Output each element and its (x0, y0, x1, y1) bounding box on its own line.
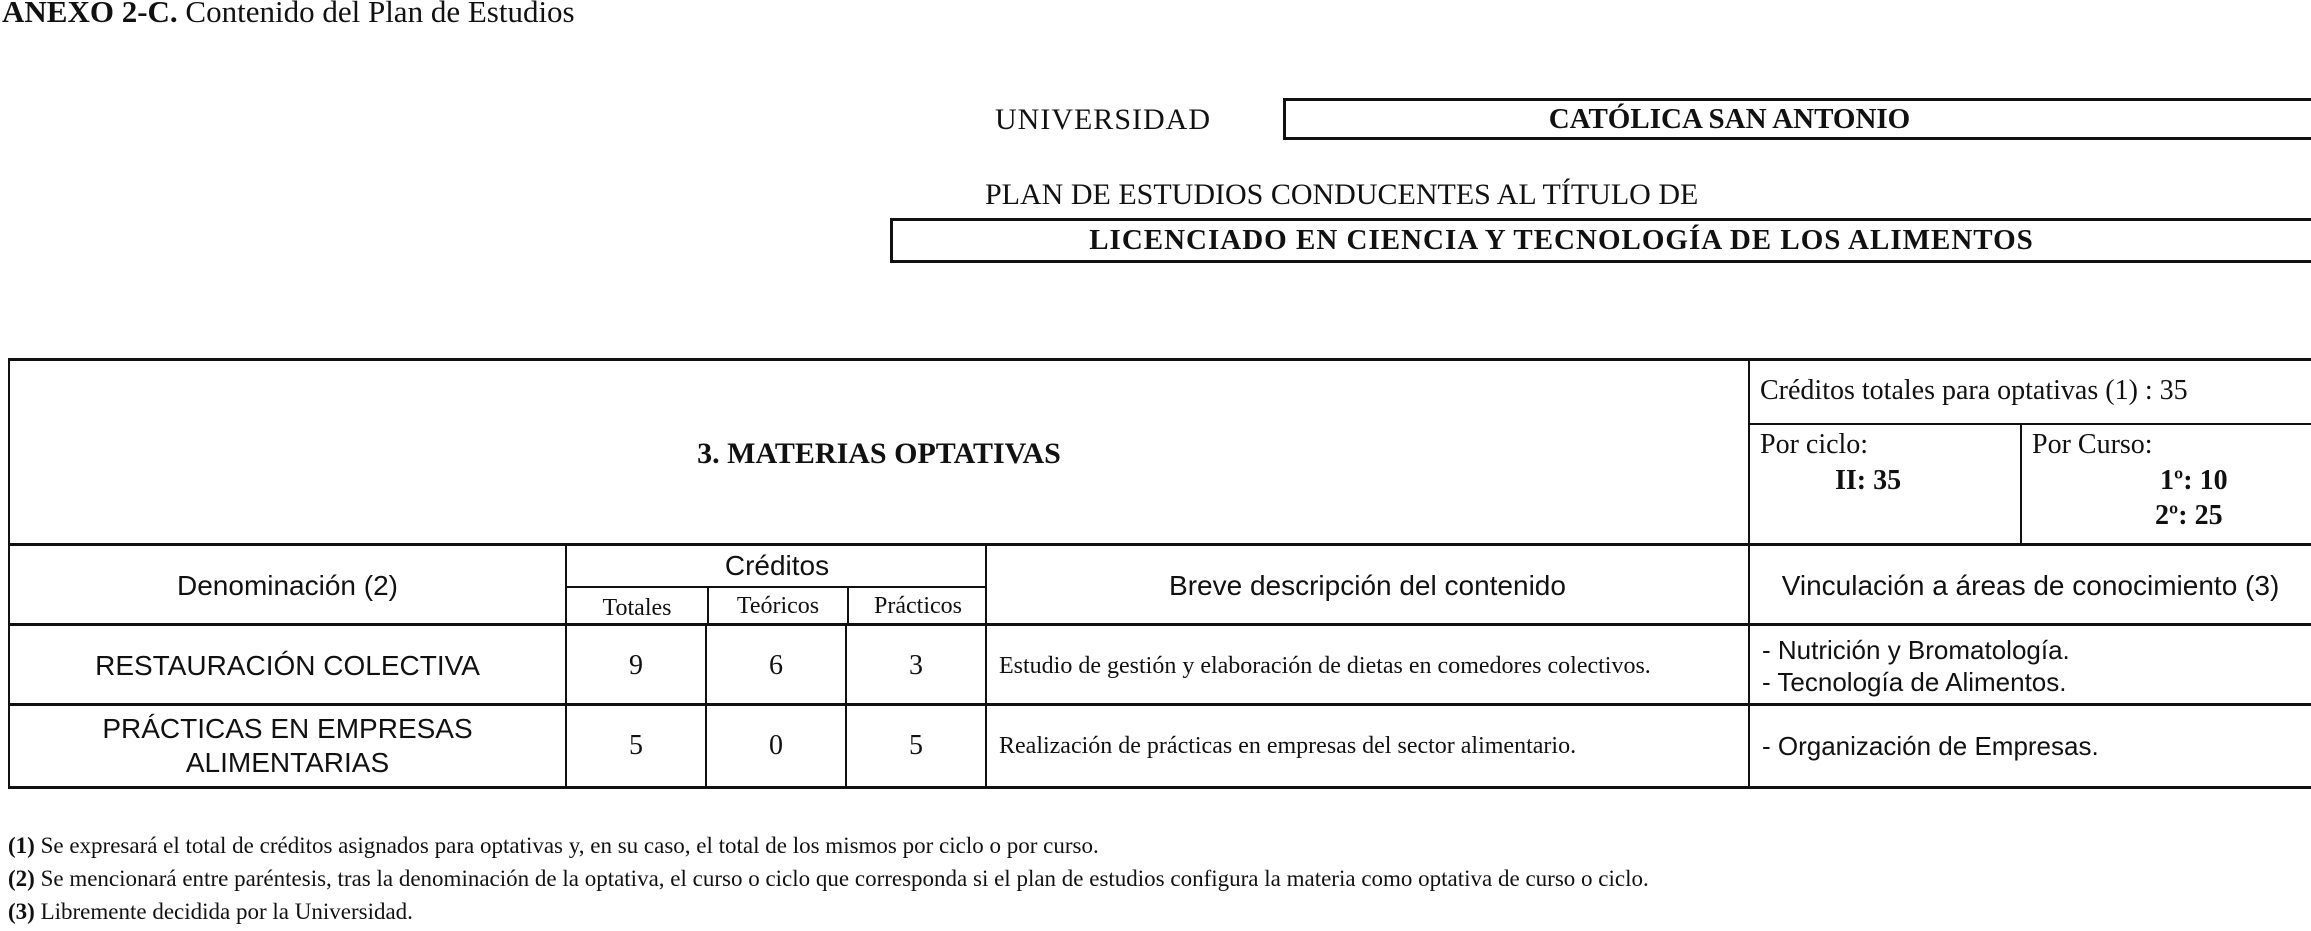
subject-name-line: PRÁCTICAS EN EMPRESAS (102, 713, 473, 744)
footnote-3 (8, 899, 413, 925)
col-totales: Totales (602, 594, 672, 621)
footnote-2 (8, 866, 1649, 892)
degree-title-box (890, 218, 2311, 263)
university-name: CATÓLICA SAN ANTONIO (1548, 102, 1911, 135)
annex-title: Contenido del Plan de Estudios (185, 0, 575, 29)
credits-totales: 9 (565, 626, 705, 706)
summary-vdivider (2020, 423, 2022, 546)
credits-practicos: 3 (845, 626, 985, 706)
description-text: Estudio de gestión y elaboración de dietas en comedores colectivos. (999, 653, 1651, 679)
footnote-text: Se expresará el total de créditos asignados para optativas y, en su caso, el total de los mismos por ciclo o por curso. (40, 833, 1099, 858)
area-item: - Organización de Empresas. (1762, 730, 2099, 761)
col-denominacion: Denominación (2) (8, 546, 565, 626)
por-curso-2: 2º: 25 (2155, 500, 2223, 531)
footnote-text: Se mencionará entre paréntesis, tras la denominación de la optativa, el curso o ciclo que corresponda si el plan de estudios configura la materia como optativa de curso o ciclo. (40, 866, 1649, 891)
subject-description (985, 626, 1748, 706)
col-descripcion: Breve descripción del contenido (985, 546, 1748, 626)
subject-description (985, 706, 1748, 786)
summary-divider (1750, 423, 2311, 425)
por-ciclo-value: II: 35 (1835, 465, 1902, 496)
university-label: UNIVERSIDAD (995, 103, 1211, 136)
footnote-mark: (1) (8, 833, 35, 858)
col-teoricos: Teóricos (707, 586, 847, 626)
credits-teoricos: 6 (705, 626, 845, 706)
credits-summary (1748, 361, 2311, 546)
annex-code: ANEXO 2-C. (2, 0, 178, 29)
col-creditos-group (565, 546, 985, 626)
table-row (8, 623, 2311, 706)
description-text: Realización de prácticas en empresas del sector alimentario. (999, 733, 1577, 759)
footnote-mark: (2) (8, 866, 35, 891)
area-item: - Nutrición y Bromatología. (1762, 635, 2070, 665)
table-row (8, 703, 2311, 789)
col-creditos: Créditos (724, 550, 830, 581)
subject-name-line: ALIMENTARIAS (185, 747, 390, 778)
total-credits: Créditos totales para optativas (1) : 35 (1760, 375, 2188, 406)
subject-name (8, 706, 565, 786)
por-curso-label: Por Curso: (2032, 429, 2153, 460)
section-header-row (8, 358, 2311, 546)
footnote-1 (8, 833, 1099, 859)
col-vinculacion: Vinculación a áreas de conocimiento (3) (1748, 546, 2311, 626)
por-ciclo-label: Por ciclo: (1760, 429, 1869, 460)
section-title: 3. MATERIAS OPTATIVAS (8, 361, 1748, 546)
degree-title: LICENCIADO EN CIENCIA Y TECNOLOGÍA DE LOS ALIMENTOS (1089, 224, 2034, 256)
footnote-mark: (3) (8, 899, 35, 924)
por-curso-1: 1º: 10 (2160, 465, 2228, 496)
credits-teoricos: 0 (705, 706, 845, 786)
annex-heading (2, 0, 575, 30)
plan-label: PLAN DE ESTUDIOS CONDUCENTES AL TÍTULO DE (985, 178, 1699, 211)
credits-practicos: 5 (845, 706, 985, 786)
subject-name: RESTAURACIÓN COLECTIVA (8, 626, 565, 706)
university-name-box (1283, 98, 2311, 140)
column-header-row (8, 543, 2311, 626)
knowledge-areas (1748, 706, 2311, 786)
footnote-text: Libremente decidida por la Universidad. (40, 899, 413, 924)
col-practicos: Prácticos (847, 586, 987, 626)
area-item: - Tecnología de Alimentos. (1762, 667, 2067, 697)
credits-totales: 5 (565, 706, 705, 786)
knowledge-areas (1748, 626, 2311, 706)
